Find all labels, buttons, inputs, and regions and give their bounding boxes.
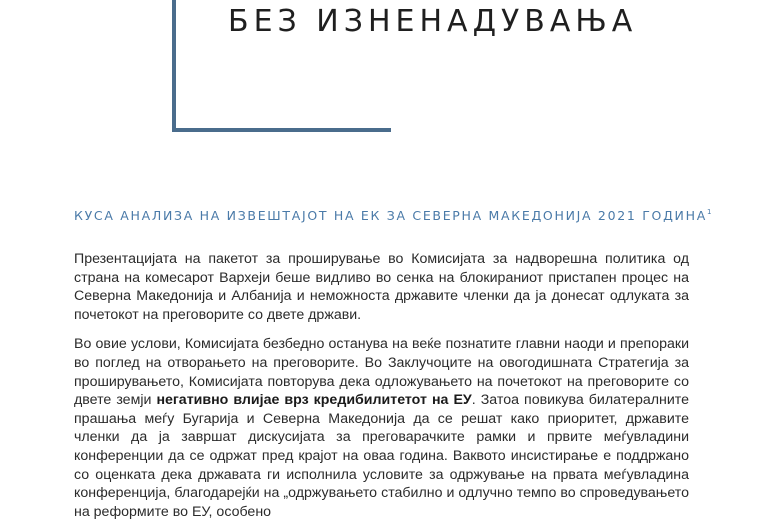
body-text bbox=[74, 250, 689, 532]
title-frame-vertical-line bbox=[172, 0, 176, 132]
section-heading-text: КУСА АНАЛИЗА НА ИЗВЕШТАЈОТ НА ЕК ЗА СЕВЕРНА МАКЕДОНИЈА 2021 ГОДИНА bbox=[74, 208, 707, 223]
document-title: БЕЗ ИЗНЕНАДУВАЊА bbox=[228, 4, 638, 39]
footnote-marker[interactable]: 1 bbox=[706, 208, 712, 216]
paragraph-2-emphasis: негативно влијае врз кредибилитетот на ЕУ bbox=[156, 392, 472, 409]
paragraph-1: Презентацијата на пакетот за проширување во Комисијата за надворешна политика од страна на комесарот Вархеји беше видливо во сенка на блокираниот пристапен процес на Северна Македонија и Албанија и неможноста државите членки да ја донесат одлуката за почетокот на преговорите со двете држави. bbox=[74, 251, 689, 323]
section-heading bbox=[74, 208, 711, 223]
title-frame-horizontal-line bbox=[172, 128, 391, 132]
paragraph-2-text-end: . Затоа повикува билатералните прашања меѓу Бугарија и Северна Македонија да се решат како приоритет, државите членки да ја завршат дискусијата за преговарачките рамки и првите меѓувладини конференции да се одржат пред крајот на оваа година. Ваквото инсистирање е поддржано со оценката дека државата ги исполнила условите за одржување на првата меѓувладина конференција, благодарејќи на „одржувањето стабилно и одлучно темпо во спроведувањето на реформите во ЕУ, особено bbox=[74, 392, 689, 520]
paragraph-2-text-start: Во овие услови, Комисијата безбедно останува на веќе познатите главни наоди и препораки во поглед на отворањето на преговорите. Во Заклучоците на овогодишната Стратегија за проширувањето, Комисијата повторува дека одложувањето на почетокот на преговорите со двете земји bbox=[74, 336, 689, 409]
paragraph-2 bbox=[74, 335, 689, 521]
